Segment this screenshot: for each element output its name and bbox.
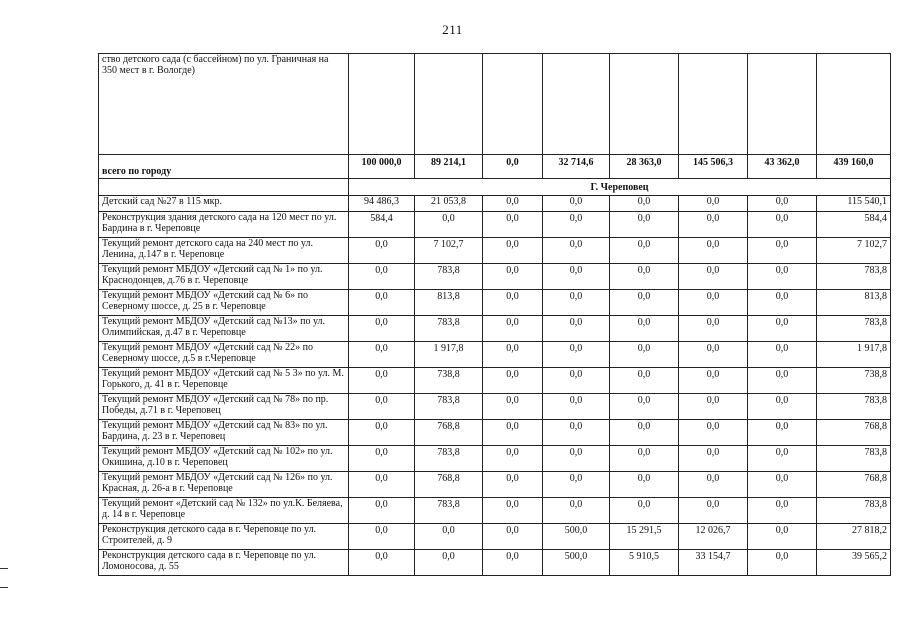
total-value: 32 714,6 — [543, 155, 610, 179]
row-value: 0,0 — [349, 342, 415, 368]
row-value: 115 540,1 — [817, 196, 891, 212]
table-row-top — [99, 54, 891, 155]
table-row — [99, 472, 891, 498]
row-value: 0,0 — [483, 316, 543, 342]
row-name: Текущий ремонт МБДОУ «Детский сад № 102» по ул. Окишина, д.10 в г. Череповец — [99, 446, 349, 472]
row-value: 0,0 — [543, 212, 610, 238]
row-value: 0,0 — [610, 238, 679, 264]
row-value: 0,0 — [543, 446, 610, 472]
row-value: 0,0 — [543, 342, 610, 368]
row-value: 500,0 — [543, 524, 610, 550]
row-value: 0,0 — [483, 238, 543, 264]
row-value: 0,0 — [483, 368, 543, 394]
row-value: 0,0 — [679, 394, 748, 420]
row-value: 0,0 — [543, 420, 610, 446]
row-value: 0,0 — [483, 212, 543, 238]
row-value: 27 818,2 — [817, 524, 891, 550]
budget-table — [98, 53, 891, 576]
row-value: 0,0 — [543, 316, 610, 342]
row-value: 783,8 — [817, 264, 891, 290]
total-label: всего по городу — [99, 155, 349, 179]
row-value: 0,0 — [483, 472, 543, 498]
row-value: 768,8 — [817, 420, 891, 446]
row-value: 584,4 — [349, 212, 415, 238]
row-value: 0,0 — [543, 498, 610, 524]
row-value: 21 053,8 — [415, 196, 483, 212]
row-value: 0,0 — [748, 238, 817, 264]
row-value: 783,8 — [415, 264, 483, 290]
row-value: 0,0 — [610, 196, 679, 212]
table-row — [99, 264, 891, 290]
row-value: 0,0 — [748, 550, 817, 576]
row-value: 500,0 — [543, 550, 610, 576]
row-value: 0,0 — [748, 212, 817, 238]
row-value: 12 026,7 — [679, 524, 748, 550]
row-value: 0,0 — [748, 420, 817, 446]
row-value: 0,0 — [349, 472, 415, 498]
total-value: 43 362,0 — [748, 155, 817, 179]
row-value: 0,0 — [543, 368, 610, 394]
row-value: 0,0 — [748, 316, 817, 342]
row-value: 0,0 — [679, 212, 748, 238]
row-value: 0,0 — [748, 472, 817, 498]
empty-cell — [483, 54, 543, 155]
row-value: 0,0 — [679, 290, 748, 316]
row-value: 7 102,7 — [415, 238, 483, 264]
row-value: 0,0 — [483, 394, 543, 420]
total-value: 439 160,0 — [817, 155, 891, 179]
row-value: 0,0 — [748, 368, 817, 394]
row-name: Текущий ремонт МБДОУ «Детский сад № 1» по ул. Краснодонцев, д.76 в г. Череповце — [99, 264, 349, 290]
row-value: 0,0 — [483, 524, 543, 550]
row-value: 0,0 — [610, 420, 679, 446]
row-value: 0,0 — [610, 212, 679, 238]
city-header: Г. Череповец — [349, 179, 891, 196]
row-value: 783,8 — [817, 446, 891, 472]
row-value: 0,0 — [543, 238, 610, 264]
row-value: 0,0 — [679, 316, 748, 342]
empty-cell — [817, 54, 891, 155]
margin-mark — [0, 587, 8, 588]
row-name: Текущий ремонт МБДОУ «Детский сад № 78» по пр. Победы, д.71 в г. Череповец — [99, 394, 349, 420]
row-value: 0,0 — [483, 550, 543, 576]
row-value: 0,0 — [483, 420, 543, 446]
table-row — [99, 446, 891, 472]
row-value: 738,8 — [415, 368, 483, 394]
table-row — [99, 238, 891, 264]
total-value: 0,0 — [483, 155, 543, 179]
row-name: Детский сад №27 в 115 мкр. — [99, 196, 349, 212]
total-value: 100 000,0 — [349, 155, 415, 179]
row-value: 1 917,8 — [415, 342, 483, 368]
row-value: 783,8 — [817, 498, 891, 524]
row-name: Текущий ремонт МБДОУ «Детский сад № 6» по Северному шоссе, д. 25 в г. Череповце — [99, 290, 349, 316]
row-value: 0,0 — [483, 196, 543, 212]
row-value: 0,0 — [415, 524, 483, 550]
row-value: 0,0 — [610, 368, 679, 394]
row-value: 0,0 — [543, 196, 610, 212]
row-value: 0,0 — [543, 472, 610, 498]
row-value: 0,0 — [748, 498, 817, 524]
row-value: 0,0 — [483, 342, 543, 368]
row-name: Текущий ремонт МБДОУ «Детский сад № 5 3» по ул. М. Горького, д. 41 в г. Череповце — [99, 368, 349, 394]
table-row — [99, 342, 891, 368]
row-value: 0,0 — [679, 472, 748, 498]
table-row — [99, 316, 891, 342]
table-row — [99, 368, 891, 394]
row-value: 5 910,5 — [610, 550, 679, 576]
row-value: 783,8 — [415, 394, 483, 420]
row-value: 0,0 — [610, 264, 679, 290]
row-value: 813,8 — [817, 290, 891, 316]
row-value: 0,0 — [610, 394, 679, 420]
row-name: Текущий ремонт детского сада на 240 мест по ул. Ленина, д.147 в г. Череповце — [99, 238, 349, 264]
row-value: 0,0 — [748, 342, 817, 368]
empty-cell — [610, 54, 679, 155]
row-value: 0,0 — [679, 264, 748, 290]
row-value: 0,0 — [349, 368, 415, 394]
row-value: 0,0 — [679, 368, 748, 394]
row-value: 0,0 — [748, 264, 817, 290]
row-name: Текущий ремонт МБДОУ «Детский сад № 126» по ул. Красная, д. 26-а в г. Череповце — [99, 472, 349, 498]
row-value: 0,0 — [543, 290, 610, 316]
total-value: 145 506,3 — [679, 155, 748, 179]
row-value: 0,0 — [415, 550, 483, 576]
row-value: 15 291,5 — [610, 524, 679, 550]
row-name: Текущий ремонт МБДОУ «Детский сад №13» по ул. Олимпийская, д.47 в г. Череповце — [99, 316, 349, 342]
row-value: 783,8 — [415, 498, 483, 524]
table-row — [99, 550, 891, 576]
page-number: 211 — [442, 22, 463, 37]
row-value: 1 917,8 — [817, 342, 891, 368]
empty-cell — [679, 54, 748, 155]
row-value: 0,0 — [610, 498, 679, 524]
row-value: 0,0 — [748, 290, 817, 316]
row-value: 0,0 — [748, 524, 817, 550]
row-value: 768,8 — [415, 420, 483, 446]
table-row — [99, 498, 891, 524]
row-name: Текущий ремонт МБДОУ «Детский сад № 22» по Северному шоссе, д.5 в г.Череповце — [99, 342, 349, 368]
row-value: 0,0 — [748, 446, 817, 472]
row-value: 7 102,7 — [817, 238, 891, 264]
row-value: 0,0 — [610, 316, 679, 342]
row-name: Реконструкция детского сада в г. Череповце по ул. Строителей, д. 9 — [99, 524, 349, 550]
row-value: 768,8 — [415, 472, 483, 498]
row-name: ство детского сада (с бассейном) по ул. Граничная на 350 мест в г. Вологде) — [99, 54, 349, 155]
row-value: 0,0 — [349, 238, 415, 264]
table-row — [99, 524, 891, 550]
empty-cell — [415, 54, 483, 155]
total-value: 28 363,0 — [610, 155, 679, 179]
total-row — [99, 155, 891, 179]
row-value: 0,0 — [748, 394, 817, 420]
row-value: 0,0 — [349, 316, 415, 342]
row-value: 0,0 — [679, 238, 748, 264]
row-value: 0,0 — [679, 446, 748, 472]
row-value: 0,0 — [349, 446, 415, 472]
row-name: Реконструкция детского сада в г. Череповце по ул. Ломоносова, д. 55 — [99, 550, 349, 576]
row-value: 0,0 — [349, 264, 415, 290]
row-value: 0,0 — [483, 498, 543, 524]
table-row — [99, 420, 891, 446]
row-value: 0,0 — [679, 342, 748, 368]
row-value: 0,0 — [349, 394, 415, 420]
row-value: 0,0 — [483, 290, 543, 316]
row-value: 738,8 — [817, 368, 891, 394]
row-value: 783,8 — [415, 446, 483, 472]
row-value: 0,0 — [349, 498, 415, 524]
row-value: 783,8 — [415, 316, 483, 342]
table-row — [99, 394, 891, 420]
row-value: 0,0 — [679, 498, 748, 524]
row-value: 0,0 — [415, 212, 483, 238]
row-name: Реконструкция здания детского сада на 120 мест по ул. Бардина в г. Череповце — [99, 212, 349, 238]
row-value: 0,0 — [543, 264, 610, 290]
total-value: 89 214,1 — [415, 155, 483, 179]
row-value: 813,8 — [415, 290, 483, 316]
row-value: 39 565,2 — [817, 550, 891, 576]
empty-cell — [99, 179, 349, 196]
row-name: Текущий ремонт МБДОУ «Детский сад № 83» по ул. Бардина, д. 23 в г. Череповец — [99, 420, 349, 446]
row-value: 0,0 — [610, 472, 679, 498]
row-value: 0,0 — [483, 264, 543, 290]
row-value: 0,0 — [610, 446, 679, 472]
empty-cell — [543, 54, 610, 155]
row-value: 0,0 — [483, 446, 543, 472]
row-value: 0,0 — [748, 196, 817, 212]
empty-cell — [748, 54, 817, 155]
table-row — [99, 196, 891, 212]
row-value: 768,8 — [817, 472, 891, 498]
row-value: 0,0 — [349, 290, 415, 316]
row-name: Текущий ремонт «Детский сад № 132» по ул.К. Беляева, д. 14 в г. Череповце — [99, 498, 349, 524]
row-value: 0,0 — [349, 550, 415, 576]
row-value: 94 486,3 — [349, 196, 415, 212]
row-value: 0,0 — [349, 524, 415, 550]
row-value: 0,0 — [349, 420, 415, 446]
table-row — [99, 290, 891, 316]
table-row — [99, 212, 891, 238]
empty-cell — [349, 54, 415, 155]
row-value: 0,0 — [679, 420, 748, 446]
row-value: 584,4 — [817, 212, 891, 238]
row-value: 783,8 — [817, 394, 891, 420]
row-value: 0,0 — [610, 342, 679, 368]
row-value: 0,0 — [543, 394, 610, 420]
row-value: 0,0 — [679, 196, 748, 212]
margin-mark — [0, 568, 8, 569]
row-value: 0,0 — [610, 290, 679, 316]
city-header-row — [99, 179, 891, 196]
row-value: 783,8 — [817, 316, 891, 342]
row-value: 33 154,7 — [679, 550, 748, 576]
